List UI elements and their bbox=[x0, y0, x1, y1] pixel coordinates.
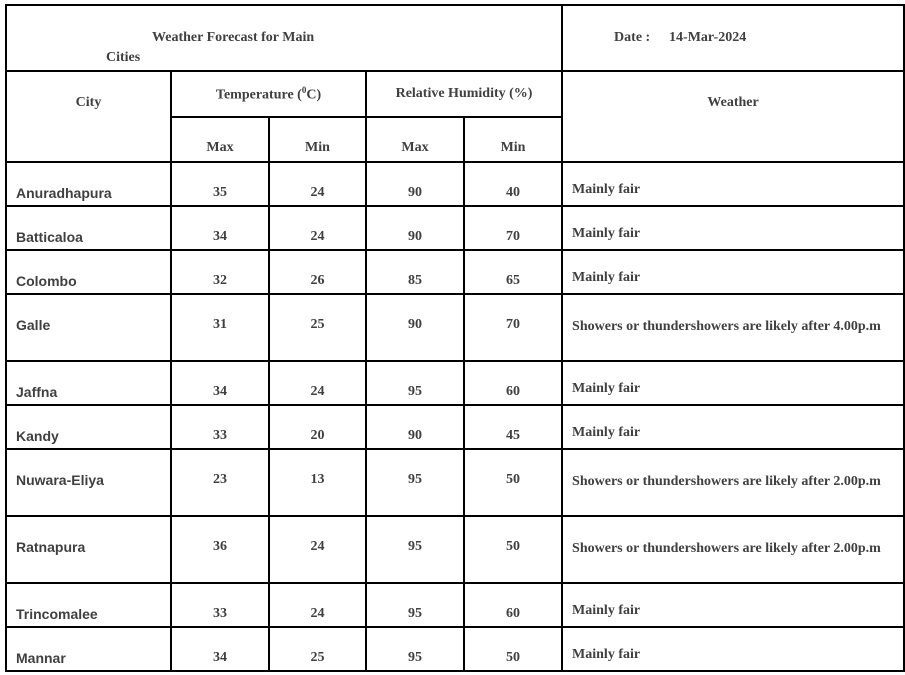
temp-min-cell: 20 bbox=[269, 405, 366, 449]
temp-min-cell: 24 bbox=[269, 516, 366, 583]
rh-max-cell: 95 bbox=[366, 361, 464, 405]
table-body bbox=[6, 162, 904, 671]
weather-cell: Mainly fair bbox=[562, 627, 904, 671]
date-cell bbox=[562, 5, 904, 71]
city-cell: Ratnapura bbox=[6, 516, 171, 583]
rh-max-cell: 90 bbox=[366, 294, 464, 361]
city-cell: Nuwara-Eliya bbox=[6, 449, 171, 516]
temperature-header-label: Temperature ( bbox=[215, 87, 302, 103]
temp-max-cell: 34 bbox=[171, 627, 269, 671]
weather-cell: Mainly fair bbox=[562, 206, 904, 250]
date-value: 14-Mar-2024 bbox=[669, 30, 747, 45]
rh-min-cell: 40 bbox=[464, 162, 562, 206]
temp-max-cell: 34 bbox=[171, 206, 269, 250]
rh-min-cell: 70 bbox=[464, 206, 562, 250]
humidity-header: Relative Humidity (%) bbox=[366, 71, 562, 117]
rh-min-cell: 60 bbox=[464, 361, 562, 405]
temp-max-cell: 23 bbox=[171, 449, 269, 516]
table-row bbox=[6, 162, 904, 206]
rh-min-cell: 50 bbox=[464, 449, 562, 516]
temperature-header-unit: C) bbox=[306, 87, 322, 103]
temp-min-cell: 24 bbox=[269, 206, 366, 250]
rh-max-cell: 95 bbox=[366, 449, 464, 516]
table-row bbox=[6, 583, 904, 627]
temp-max-cell: 33 bbox=[171, 405, 269, 449]
title-cell bbox=[6, 5, 562, 71]
rh-max-cell: 90 bbox=[366, 206, 464, 250]
temp-min-cell: 25 bbox=[269, 294, 366, 361]
temp-min-cell: 13 bbox=[269, 449, 366, 516]
temp-min-cell: 26 bbox=[269, 250, 366, 294]
weather-cell: Mainly fair bbox=[562, 405, 904, 449]
page-title: Weather Forecast for Main bbox=[152, 30, 315, 45]
temp-min-cell: 24 bbox=[269, 583, 366, 627]
weather-cell: Showers or thundershowers are likely after 4.00p.m bbox=[562, 294, 904, 361]
date-label: Date : bbox=[614, 30, 651, 45]
table-row bbox=[6, 627, 904, 671]
temp-max-cell: 33 bbox=[171, 583, 269, 627]
table-row bbox=[6, 405, 904, 449]
table-row bbox=[6, 250, 904, 294]
weather-cell: Mainly fair bbox=[562, 162, 904, 206]
temp-max-cell: 32 bbox=[171, 250, 269, 294]
city-cell: Mannar bbox=[6, 627, 171, 671]
weather-cell: Mainly fair bbox=[562, 583, 904, 627]
table-row bbox=[6, 516, 904, 583]
rh-min-cell: 60 bbox=[464, 583, 562, 627]
rh-min-cell: 45 bbox=[464, 405, 562, 449]
rh-max-header: Max bbox=[366, 117, 464, 162]
temperature-header-sup: 0 bbox=[301, 84, 307, 95]
weather-cell: Showers or thundershowers are likely after 2.00p.m bbox=[562, 516, 904, 583]
weather-cell: Showers or thundershowers are likely after 2.00p.m bbox=[562, 449, 904, 516]
temp-max-cell: 35 bbox=[171, 162, 269, 206]
city-header: City bbox=[6, 71, 171, 162]
city-cell: Trincomalee bbox=[6, 583, 171, 627]
rh-max-cell: 95 bbox=[366, 583, 464, 627]
city-cell: Galle bbox=[6, 294, 171, 361]
city-cell: Colombo bbox=[6, 250, 171, 294]
table-row bbox=[6, 361, 904, 405]
table-row bbox=[6, 294, 904, 361]
rh-max-cell: 95 bbox=[366, 516, 464, 583]
weather-cell: Mainly fair bbox=[562, 250, 904, 294]
rh-min-cell: 65 bbox=[464, 250, 562, 294]
rh-max-cell: 85 bbox=[366, 250, 464, 294]
temp-min-cell: 24 bbox=[269, 361, 366, 405]
temp-max-cell: 34 bbox=[171, 361, 269, 405]
temp-min-cell: 25 bbox=[269, 627, 366, 671]
temp-min-header: Min bbox=[269, 117, 366, 162]
table-row bbox=[6, 206, 904, 250]
city-cell: Batticaloa bbox=[6, 206, 171, 250]
rh-max-cell: 90 bbox=[366, 162, 464, 206]
rh-min-header: Min bbox=[464, 117, 562, 162]
rh-min-cell: 50 bbox=[464, 627, 562, 671]
temperature-header bbox=[171, 71, 366, 117]
city-cell: Kandy bbox=[6, 405, 171, 449]
temp-max-cell: 36 bbox=[171, 516, 269, 583]
rh-max-cell: 95 bbox=[366, 627, 464, 671]
city-cell: Anuradhapura bbox=[6, 162, 171, 206]
rh-min-cell: 50 bbox=[464, 516, 562, 583]
rh-min-cell: 70 bbox=[464, 294, 562, 361]
forecast-table bbox=[5, 4, 905, 672]
temp-max-cell: 31 bbox=[171, 294, 269, 361]
rh-max-cell: 90 bbox=[366, 405, 464, 449]
temp-min-cell: 24 bbox=[269, 162, 366, 206]
table-row bbox=[6, 449, 904, 516]
temp-max-header: Max bbox=[171, 117, 269, 162]
page-title-cont: Cities bbox=[106, 50, 141, 65]
weather-header: Weather bbox=[562, 71, 904, 162]
city-cell: Jaffna bbox=[6, 361, 171, 405]
weather-cell: Mainly fair bbox=[562, 361, 904, 405]
